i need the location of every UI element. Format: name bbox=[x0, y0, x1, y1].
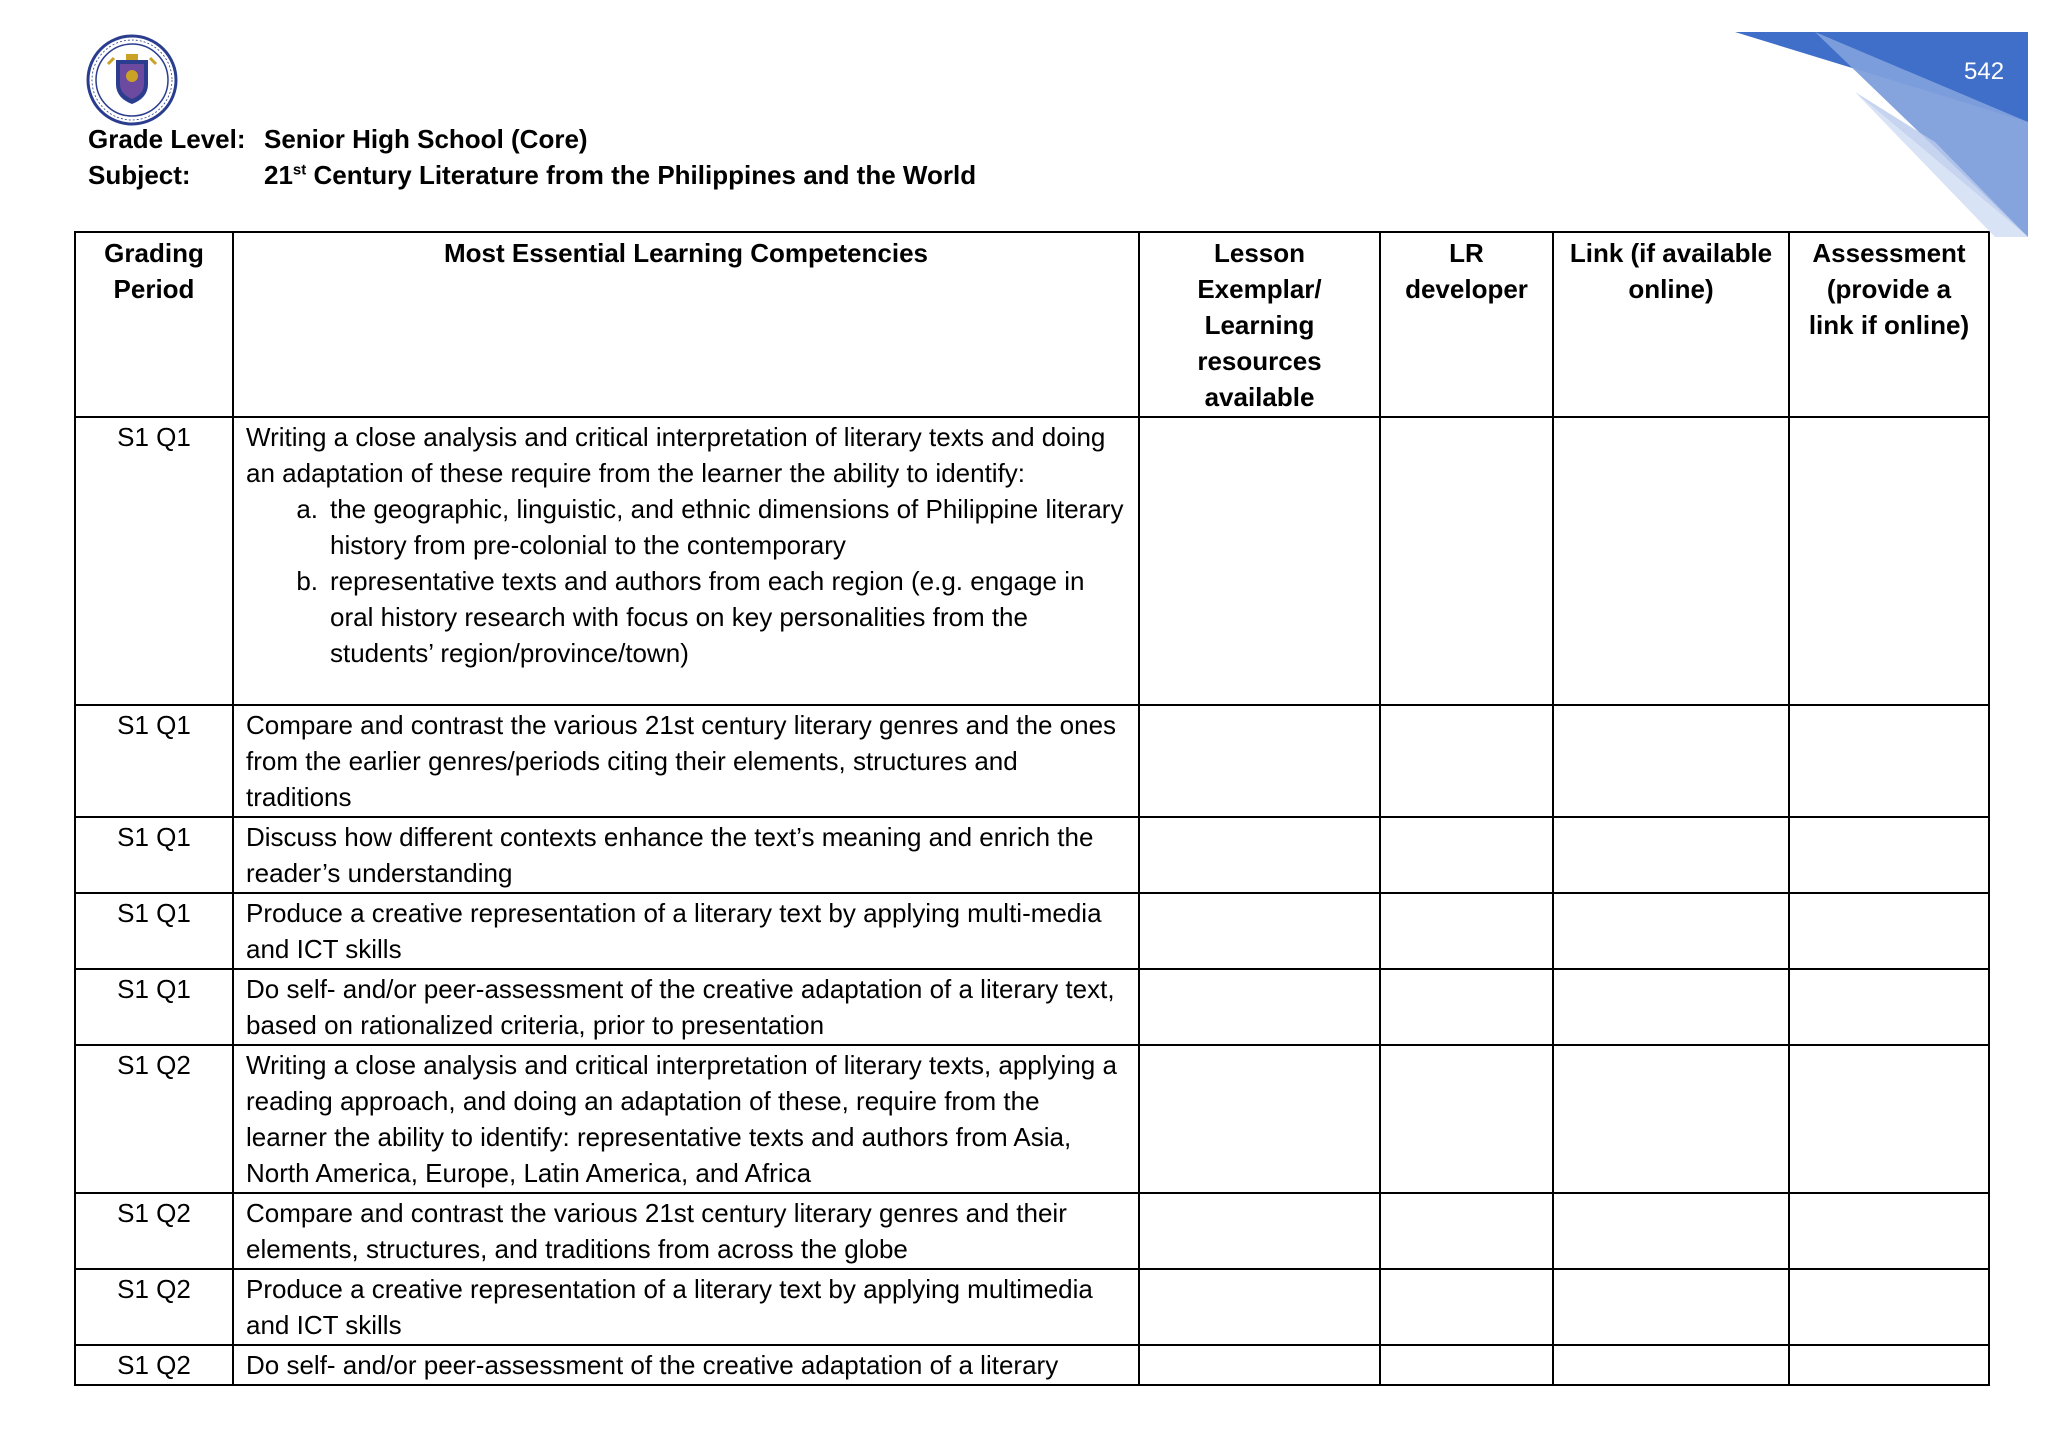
grade-level-value: Senior High School (Core) bbox=[264, 124, 588, 154]
grading-period-cell: S1 Q2 bbox=[75, 1345, 233, 1385]
table-row bbox=[75, 817, 1989, 893]
link-cell bbox=[1553, 969, 1789, 1045]
grading-period-cell: S1 Q2 bbox=[75, 1269, 233, 1345]
table-row bbox=[75, 1345, 1989, 1385]
link-cell bbox=[1553, 1345, 1789, 1385]
link-cell bbox=[1553, 705, 1789, 817]
table-row bbox=[75, 1193, 1989, 1269]
subject-title: Century Literature from the Philippines and the World bbox=[306, 160, 977, 190]
list-item-text: the geographic, linguistic, and ethnic dimensions of Philippine literary history from pre-colonial to the contemporary bbox=[330, 494, 1124, 560]
competency-cell: Produce a creative representation of a literary text by applying multimedia and ICT skills bbox=[233, 1269, 1139, 1345]
lesson-exemplar-cell bbox=[1139, 969, 1380, 1045]
lr-developer-cell bbox=[1380, 705, 1553, 817]
competency-cell bbox=[233, 417, 1139, 705]
table-row bbox=[75, 893, 1989, 969]
lr-developer-cell bbox=[1380, 969, 1553, 1045]
grading-period-cell: S1 Q1 bbox=[75, 817, 233, 893]
link-cell bbox=[1553, 1045, 1789, 1193]
lr-developer-cell bbox=[1380, 417, 1553, 705]
lesson-exemplar-cell bbox=[1139, 1193, 1380, 1269]
competency-cell: Produce a creative representation of a literary text by applying multi-media and ICT skills bbox=[233, 893, 1139, 969]
list-marker: a. bbox=[296, 494, 318, 524]
list-item bbox=[246, 491, 1126, 563]
table-row bbox=[75, 417, 1989, 705]
assessment-cell bbox=[1789, 969, 1989, 1045]
grade-level-label: Grade Level: bbox=[88, 124, 246, 154]
header-assessment: Assessment (provide a link if online) bbox=[1789, 232, 1989, 417]
grade-level-line bbox=[88, 124, 588, 155]
header-competencies: Most Essential Learning Competencies bbox=[233, 232, 1139, 417]
header-lr-developer: LR developer bbox=[1380, 232, 1553, 417]
grading-period-cell: S1 Q1 bbox=[75, 893, 233, 969]
link-cell bbox=[1553, 817, 1789, 893]
header-link: Link (if available online) bbox=[1553, 232, 1789, 417]
table-row bbox=[75, 705, 1989, 817]
deped-seal-icon bbox=[86, 34, 178, 126]
lr-developer-cell bbox=[1380, 893, 1553, 969]
lr-developer-cell bbox=[1380, 1269, 1553, 1345]
grading-period-cell: S1 Q1 bbox=[75, 417, 233, 705]
header-row bbox=[75, 232, 1989, 417]
header-grading-period: Grading Period bbox=[75, 232, 233, 417]
lr-developer-cell bbox=[1380, 1193, 1553, 1269]
competency-cell: Compare and contrast the various 21st century literary genres and the ones from the earlier genres/periods citing their elements, structures and traditions bbox=[233, 705, 1139, 817]
competencies-table bbox=[74, 231, 1990, 1386]
header-lesson-exemplar: Lesson Exemplar/ Learning resources available bbox=[1139, 232, 1380, 417]
lesson-exemplar-cell bbox=[1139, 1045, 1380, 1193]
assessment-cell bbox=[1789, 417, 1989, 705]
lr-developer-cell bbox=[1380, 1045, 1553, 1193]
lesson-exemplar-cell bbox=[1139, 705, 1380, 817]
grading-period-cell: S1 Q2 bbox=[75, 1193, 233, 1269]
list-item-text: representative texts and authors from each region (e.g. engage in oral history research with focus on key personalities from the students’ region/province/town) bbox=[330, 566, 1085, 668]
assessment-cell bbox=[1789, 893, 1989, 969]
page-number: 542 bbox=[1964, 58, 2005, 85]
table-row bbox=[75, 1269, 1989, 1345]
assessment-cell bbox=[1789, 1193, 1989, 1269]
lesson-exemplar-cell bbox=[1139, 817, 1380, 893]
competency-cell: Discuss how different contexts enhance the text’s meaning and enrich the reader’s understanding bbox=[233, 817, 1139, 893]
assessment-cell bbox=[1789, 1045, 1989, 1193]
link-cell bbox=[1553, 1269, 1789, 1345]
subject-value bbox=[264, 160, 976, 190]
competency-sublist bbox=[246, 491, 1126, 671]
assessment-cell bbox=[1789, 1269, 1989, 1345]
table-row bbox=[75, 969, 1989, 1045]
competency-cell: Do self- and/or peer-assessment of the creative adaptation of a literary text, based on rationalized criteria, prior to presentation bbox=[233, 969, 1139, 1045]
lesson-exemplar-cell bbox=[1139, 893, 1380, 969]
subject-superscript: st bbox=[292, 161, 307, 179]
list-marker: b. bbox=[296, 566, 318, 596]
lesson-exemplar-cell bbox=[1139, 1269, 1380, 1345]
lr-developer-cell bbox=[1380, 817, 1553, 893]
grading-period-cell: S1 Q2 bbox=[75, 1045, 233, 1193]
lesson-exemplar-cell bbox=[1139, 417, 1380, 705]
subject-line bbox=[88, 160, 976, 191]
link-cell bbox=[1553, 893, 1789, 969]
competency-cell: Do self- and/or peer-assessment of the creative adaptation of a literary bbox=[233, 1345, 1139, 1385]
assessment-cell bbox=[1789, 705, 1989, 817]
competency-cell: Writing a close analysis and critical interpretation of literary texts, applying a reading approach, and doing an adaptation of these, require from the learner the ability to identify: representative texts and authors from Asia, North America, Europe, Latin America, and Africa bbox=[233, 1045, 1139, 1193]
assessment-cell bbox=[1789, 817, 1989, 893]
lesson-exemplar-cell bbox=[1139, 1345, 1380, 1385]
link-cell bbox=[1553, 1193, 1789, 1269]
competency-cell: Compare and contrast the various 21st century literary genres and their elements, structures, and traditions from across the globe bbox=[233, 1193, 1139, 1269]
subject-prefix: 21 bbox=[264, 160, 293, 190]
link-cell bbox=[1553, 417, 1789, 705]
assessment-cell bbox=[1789, 1345, 1989, 1385]
table-row bbox=[75, 1045, 1989, 1193]
competency-text: Writing a close analysis and critical interpretation of literary texts and doing an adaptation of these require from the learner the ability to identify: bbox=[246, 422, 1106, 488]
lr-developer-cell bbox=[1380, 1345, 1553, 1385]
list-item bbox=[246, 563, 1126, 671]
subject-label: Subject: bbox=[88, 160, 191, 190]
grading-period-cell: S1 Q1 bbox=[75, 969, 233, 1045]
grading-period-cell: S1 Q1 bbox=[75, 705, 233, 817]
